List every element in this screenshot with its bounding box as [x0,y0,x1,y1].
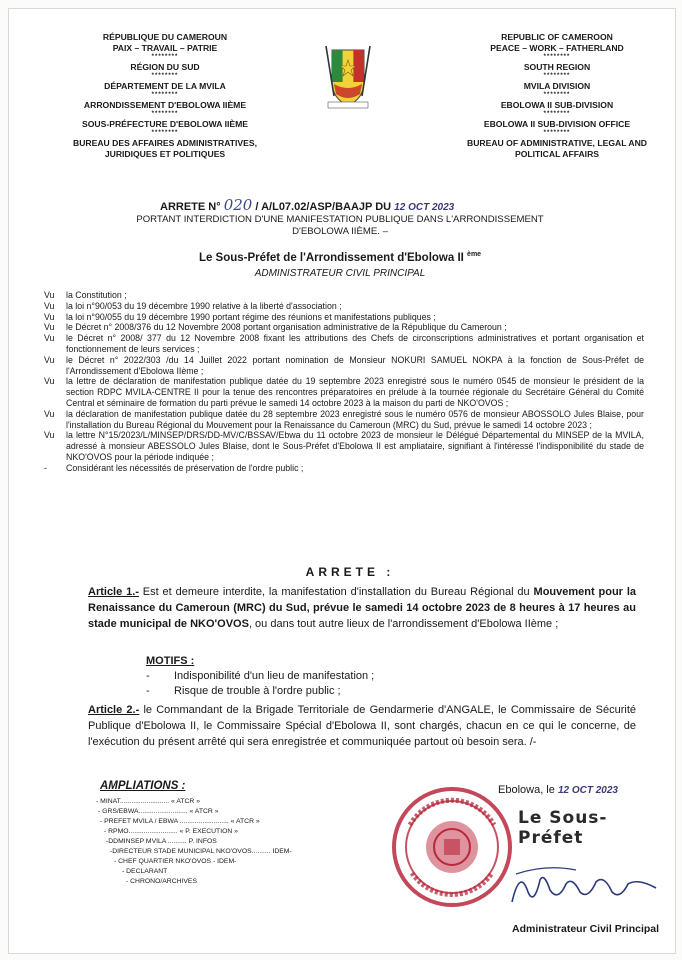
visa-item [44,312,644,323]
visa-text: la déclaration de manifestation publique datée du 28 septembre 2023 enregistré sous le numéro 0576 de monsieur ABOSSOLO Jules Blaise, pour l'installation du Bureau Régional du Mouvement pour la Renaissance du Cameroun (MRC) du Sud, prévue le samedi 14 octobre 2023 ; [66,408,644,430]
header-right-line: BUREAU OF ADMINISTRATIVE, LEGAL AND [467,138,647,148]
ampliation-line: -DDMINSEP MVILA .......... P. INFOS [106,838,217,845]
authority-title [150,251,530,264]
ampliation-line: - DECLARANT [122,868,168,875]
header-right-line: SOUTH REGION [523,62,591,72]
ampliation-line: - RPMO.......................... « P. EXECUTION » [104,828,238,835]
visa-list [44,290,644,474]
arrete-date-stamp: 12 OCT 2023 [394,202,455,213]
visa-label: Vu [44,430,55,441]
motif-dash: - [146,670,150,682]
visa-item [44,376,644,408]
header-right-line: POLITICAL AFFAIRS [514,149,600,159]
visa-label: Vu [44,333,55,344]
arrete-heading: ARRETE : [305,565,395,579]
ampliation-line: - CHRONO/ARCHIVES [126,878,197,885]
arrete-reference [160,196,600,214]
authority-title-sup: ème [467,251,482,258]
signatory-title: Administrateur Civil Principal [512,923,660,935]
visa-text: la loi n°90/053 du 19 décembre 1990 relative à la liberté d'association ; [66,300,342,311]
motif-text: Indisponibilité d'un lieu de manifestation ; [174,670,375,682]
header-right-line: PEACE – WORK – FATHERLAND [490,43,624,53]
place-text: Ebolowa, le [498,784,555,796]
header-right [452,32,662,160]
header-right-line: MVILA DIVISION [523,81,591,91]
motif-text: Risque de trouble à l'ordre public ; [174,685,341,697]
place-date [498,784,618,796]
separator-stars: ******** [543,73,571,79]
visa-text: la lettre N°15/2023/L/MINSEP/DRS/DD-MV/C/BSSAV/Ebwa du 11 octobre 2023 de monsieur le Délégué Départemental du MINSEP de la MVILA, adressé à monsieur ABESSOLO Jules Blaise, dont le Sous-Préfet d'Ebolowa II est ampliataire, signifiant à l'intéressé l'indisponibilité du stade de NKO'OVOS pour la période indiquée ; [66,430,644,462]
separator-stars: ******** [543,111,571,117]
ampliation-line: - CHEF QUARTIER NKO'OVOS - IDEM- [114,858,237,865]
article-1-text-a: Est et demeure interdite, la manifestation d'installation du Bureau Régional du [138,586,534,598]
arrete-prefix: ARRETE N° [160,201,221,213]
ampliation-line: - PREFET MVILA / EBWA .......................... « ATCR » [100,818,260,825]
separator-stars: ******** [151,54,179,60]
header-left [60,32,270,160]
motif-dash: - [146,685,150,697]
header-left-line: DÉPARTEMENT DE LA MVILA [104,81,226,91]
visa-text: la lettre de déclaration de manifestation publique datée du 19 septembre 2023 enregistré sous le numéro 0545 de monsieur le président de la section RDPC MVILA-CENTRE II pour la tenue des rencontres préparatoires en prélude à la tournée régionale du Secrétaire Général du Comité Central et séminaire de formation du parti prévue le samedi 14 octobre 2023 à la maison du parti de NKO'OVOS ; [66,376,644,408]
authority-rank: ADMINISTRATEUR CIVIL PRINCIPAL [254,268,426,279]
article-1-bold: Mouvement pour la Renaissance du Cameroun (MRC) du Sud, prévue le samedi 14 octobre 2023 de 8 heures à 17 heures au stade municipal de NKO'OVOS [88,586,636,630]
separator-stars: ******** [543,54,571,60]
header-right-line: EBOLOWA II SUB-DIVISION OFFICE [483,119,631,129]
separator-stars: ******** [151,130,179,136]
motif-item [146,684,546,699]
visa-label: Vu [44,290,55,300]
header-left-line: BUREAU DES AFFAIRES ADMINISTRATIVES, [73,138,257,148]
visa-item [44,290,644,301]
article-2-label: Article 2.- [88,704,140,716]
header-left-line: PAIX – TRAVAIL – PATRIE [112,43,218,53]
visa-label: Vu [44,354,55,365]
header-left-line: SOUS-PRÉFECTURE D'EBOLOWA IIÈME [82,119,248,129]
arrete-ref: / A/L07.02/ASP/BAAJP DU [255,201,392,213]
visa-item [44,322,644,333]
ampliation-line: -DIRECTEUR STADE MUNICIPAL NKO'OVOS.......... IDEM- [110,848,292,855]
visa-item [44,430,644,462]
visa-label: - [44,462,47,473]
visa-text: le Décret n° 2008/ 377 du 12 Novembre 2008 fixant les attributions des Chefs de circonscriptions administratives et portant organisation et fonctionnement de leurs services ; [66,333,644,354]
visa-label: Vu [44,408,55,419]
visa-item [44,409,644,431]
header-left-line: RÉPUBLIQUE DU CAMEROUN [102,32,228,42]
ampliation-line: - MINAT.......................... « ATCR » [96,798,200,805]
separator-stars: ******** [151,73,179,79]
visa-label: Vu [44,300,55,311]
visa-text: la Constitution ; [66,290,127,300]
header-left-line: RÉGION DU SUD [130,62,200,72]
ampliations-title: AMPLIATIONS : [100,780,186,792]
visa-label: Vu [44,376,55,387]
visa-text: le Décret n° 2022/303 /du 14 Juillet 2022 portant nomination de Monsieur NOKURI SAMUEL NOKPA à la fonction de Sous-Préfet de l'Arrondissement d'Ebolowa IIème ; [66,354,644,376]
visa-item [44,333,644,355]
subtitle: PORTANT INTERDICTION D'UNE MANIFESTATION PUBLIQUE DANS L'ARRONDISSEMENT D'EBOLOWA IIÈME. – [136,214,544,237]
motifs-section [146,654,546,699]
visa-item [44,463,644,474]
ampliation-line: - GRS/EBWA.......................... « ATCR » [98,808,219,815]
article-1-label: Article 1.- [88,586,139,598]
signature-icon [506,862,666,912]
ampliations-list [90,797,292,887]
arrete-number: 020 [223,196,253,214]
header-right-line: REPUBLIC OF CAMEROON [501,32,613,42]
coat-of-arms-icon [320,36,376,112]
separator-stars: ******** [151,111,179,117]
motif-item [146,669,546,684]
separator-stars: ******** [543,130,571,136]
separator-stars: ******** [543,92,571,98]
visa-text: Considérant les nécessités de préservation de l'ordre public ; [66,462,304,473]
official-seal-icon [390,785,514,909]
article-2 [88,702,636,750]
visa-item [44,355,644,377]
signature-date-stamp: 12 OCT 2023 [557,785,618,796]
separator-stars: ******** [151,92,179,98]
article-1 [88,584,636,632]
visa-item [44,301,644,312]
header-left-line: JURIDIQUES ET POLITIQUES [104,149,226,159]
authority-title-text: Le Sous-Préfet de l'Arrondissement d'Ebolowa II [198,251,464,264]
visa-label: Vu [44,311,55,322]
header-right-line: EBOLOWA II SUB-DIVISION [500,100,614,110]
visa-text: la loi n°90/055 du 19 décembre 1990 portant régime des réunions et manifestations publiques ; [66,311,436,322]
sub-prefect-stamp: Le Sous-Préfet [518,808,608,848]
header-left-line: ARRONDISSEMENT D'EBOLOWA IIÈME [83,100,247,110]
article-2-text: le Commandant de la Brigade Territoriale de Gendarmerie d'ANGALE, le Commissaire de Sécurité Publique d'Ebolowa II, le Commissaire Spécial d'Ebolowa II, sont chargés, chacun en ce qui le concerne, de l'exécution du présent arrêté qui sera enregistrée et communiquée partout où besoin sera. /- [88,704,636,748]
motifs-label: MOTIFS : [146,655,195,667]
visa-label: Vu [44,322,55,333]
article-1-text-b: , ou dans tout autre lieux de l'arrondissement d'Ebolowa IIème ; [248,618,559,630]
visa-text: le Décret n° 2008/376 du 12 Novembre 2008 portant organisation administrative de la République du Cameroun ; [66,322,507,333]
